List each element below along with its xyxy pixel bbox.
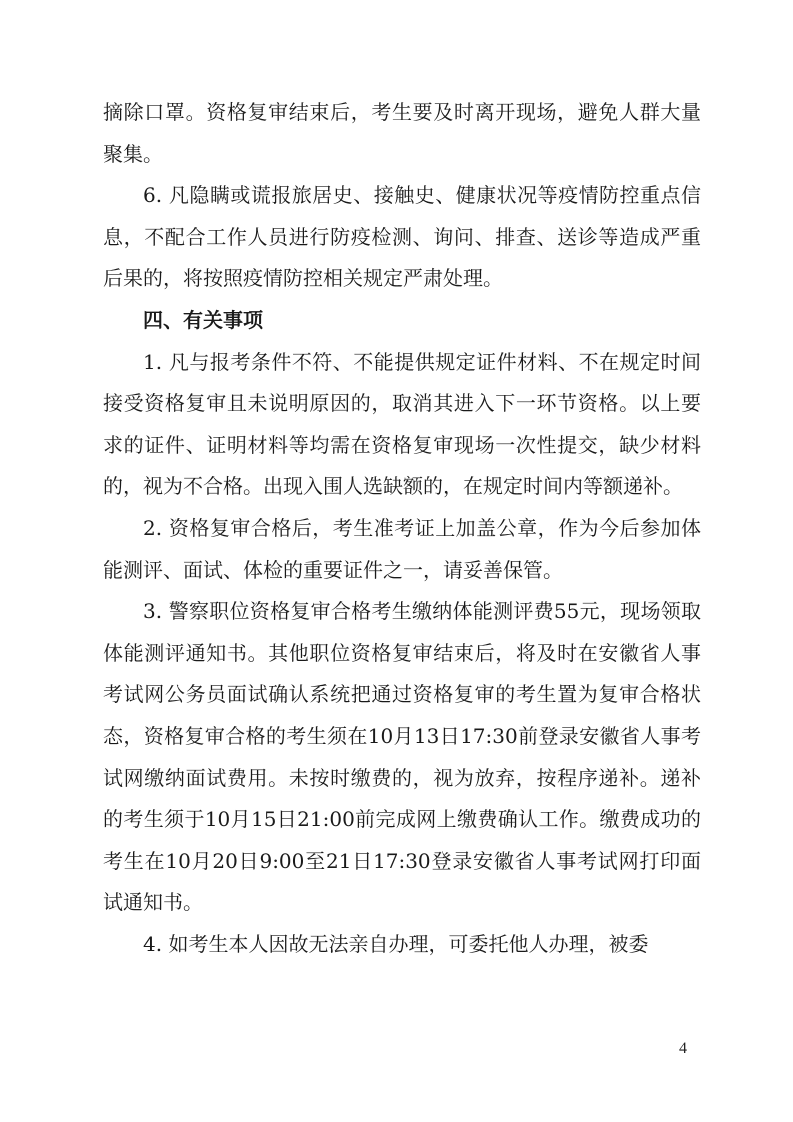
paragraph-item-6: 6. 凡隐瞒或谎报旅居史、接触史、健康状况等疫情防控重点信息，不配合工作人员进行防疫检测、询问、排查、送诊等造成严重后果的，将按照疫情防控相关规定严肃处理。: [103, 183, 701, 291]
paragraph-item-3: 3. 警察职位资格复审合格考生缴纳体能测评费55元，现场领取体能测评通知书。其他职位资格复审结束后，将及时在安徽省人事考试网公务员面试确认系统把通过资格复审的考生置为复审合格状态，资格复审合格的考生须在10月13日17:30前登录安徽省人事考试网缴纳面试费用。未按时缴费的，视为放弃，按程序递补。递补的考生须于10月15日21:00前完成网上缴费确认工作。缴费成功的考生在10月20日9:00至21日17:30登录安徽省人事考试网打印面试通知书。: [103, 599, 701, 915]
paragraph-continuation: 摘除口罩。资格复审结束后，考生要及时离开现场，避免人群大量聚集。: [103, 100, 701, 166]
paragraph-item-4: 4. 如考生本人因故无法亲自办理，可委托他人办理，被委: [143, 931, 649, 956]
page-number: 4: [679, 1040, 687, 1057]
paragraph-item-1: 1. 凡与报考条件不符、不能提供规定证件材料、不在规定时间接受资格复审且未说明原因的，取消其进入下一环节资格。以上要求的证件、证明材料等均需在资格复审现场一次性提交，缺少材料的，视为不合格。出现入围人选缺额的，在规定时间内等额递补。: [103, 349, 701, 499]
section-heading: 四、有关事项: [143, 307, 263, 332]
document-body: [103, 92, 701, 965]
paragraph-item-2: 2. 资格复审合格后，考生准考证上加盖公章，作为今后参加体能测评、面试、体检的重要证件之一，请妥善保管。: [103, 515, 701, 582]
